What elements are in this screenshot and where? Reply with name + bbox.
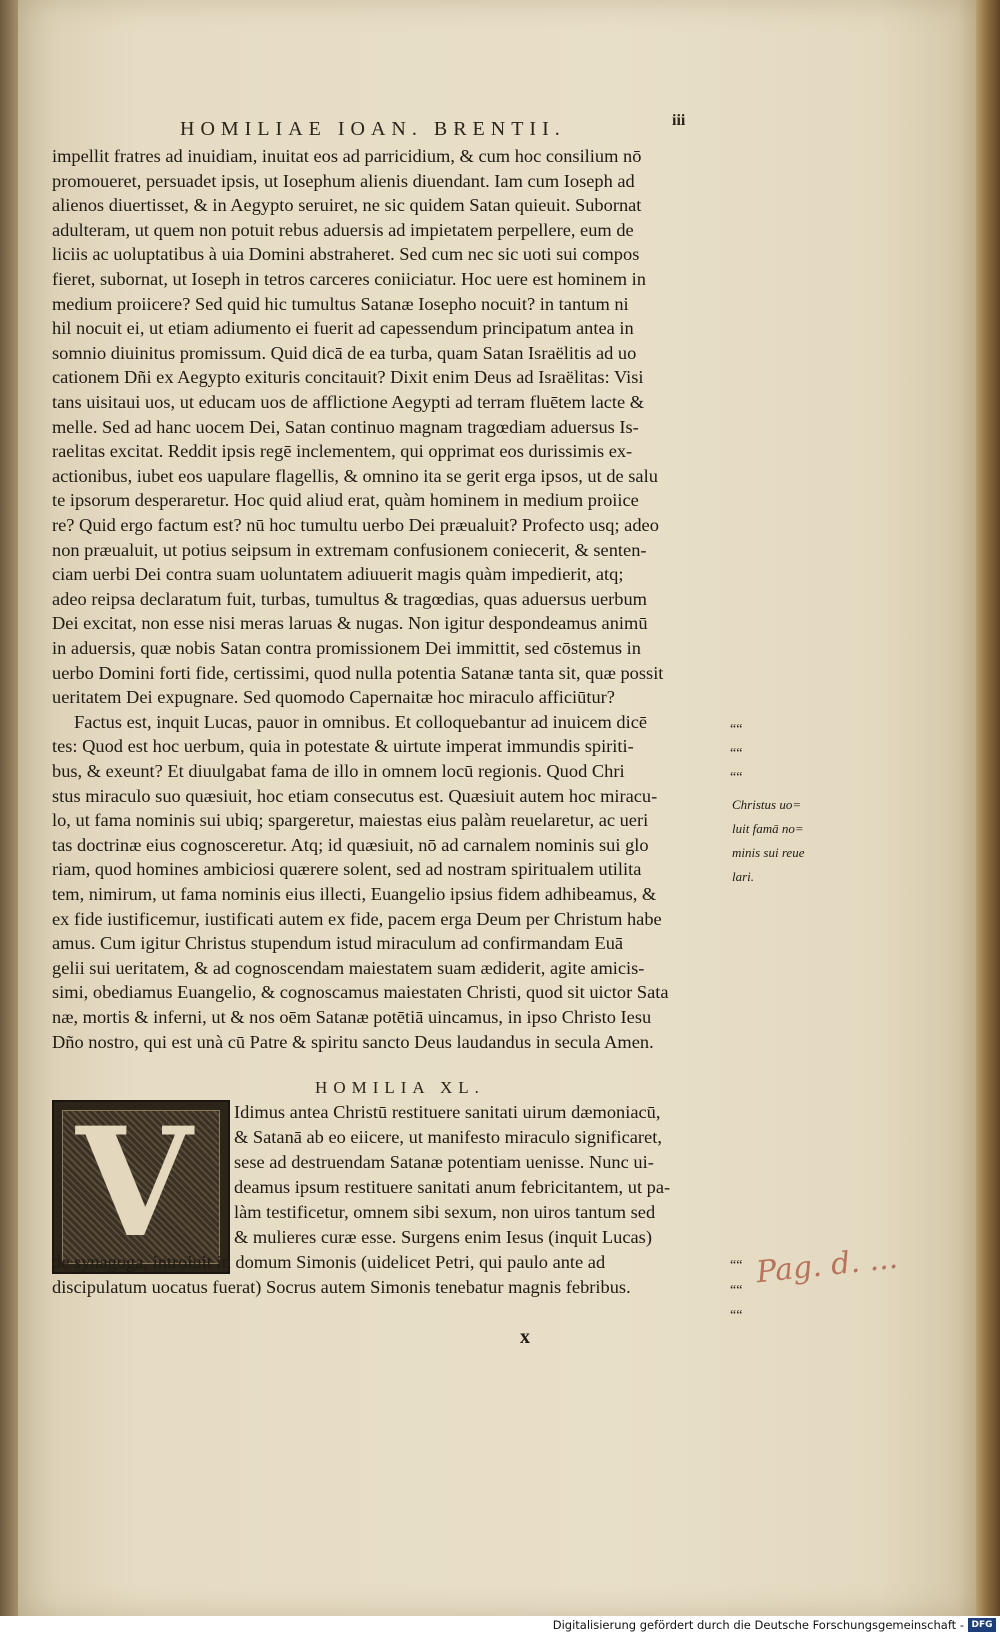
text-line: tas doctrinæ eius cognosceretur. Atq; id quæsiuit, nō ad carnalem nominis sui glo [52, 834, 649, 855]
homilia-line: discipulatum uocatus fuerat) Socrus autem Simonis tenebatur magnis febribus. [52, 1277, 631, 1297]
section-heading: HOMILIA XL. [315, 1078, 485, 1097]
text-line: tem, nimirum, ut fama nominis eius illecti, Euangelio ipsius fidem adhibeamus, & [52, 884, 657, 904]
text-line: tans uisitaui uos, ut educam uos de afflictione Aegypti ad terram fluētem lacte & [52, 392, 645, 412]
text-line: promoueret, persuadet ipsis, ut Iosephum alienis diuendant. Iam cum Ioseph ad [52, 170, 635, 191]
homilia-line: làm testificetur, omnem sibi sexum, non uiros tantum sed [234, 1202, 656, 1222]
margin-note-line: Christus uo= [732, 797, 802, 812]
quote-mark: ““ [730, 722, 743, 737]
running-head: HOMILIAE IOAN. BRENTII. [180, 118, 566, 140]
text-line: actionibus, iubet eos uapulare flagellis, & omnino ita se gerit erga ipsos, ut de salu [52, 465, 658, 486]
homilia-line: sese ad destruendam Satanæ potentiam uenisse. Nunc ui- [234, 1152, 654, 1172]
text-line: amus. Cum igitur Christus stupendum istud miraculum ad confirmandam Euā [52, 933, 624, 954]
text-line: te ipsorum desperaretur. Hoc quid aliud erat, quàm hominem in medium proiice [52, 490, 639, 511]
text-line: non præualuit, ut potius seipsum in extremam confusionem coniecerit, & senten- [52, 539, 647, 560]
text-line: næ, mortis & inferni, ut & nos oēm Satanæ potētiā uincamus, in ipso Christo Iesu [52, 1007, 652, 1027]
quote-mark: ““ [730, 746, 743, 761]
text-line: somnio diuinitus promissum. Quid dicā de ea turba, quam Satan Israëlitis ad uo [52, 342, 637, 363]
homilia-line: & mulieres curæ esse. Surgens enim Iesus (inquit Lucas) [234, 1227, 652, 1247]
footer-text: Digitalisierung gefördert durch die Deutsche Forschungsgemeinschaft - [552, 1618, 964, 1632]
text-line: adulteram, ut quem non potuit rebus aduersis ad impietatem perpellere, eum de [52, 219, 634, 240]
text-line: liciis ac uoluptatibus à uia Domini abstraheret. Sed cum nec sic uoti sui compos [52, 244, 640, 265]
text-line: Dei excitat, non esse nisi meras laruas & nugas. Non igitur despondeamus animū [52, 613, 648, 634]
quote-mark: ““ [730, 1308, 743, 1323]
footer-bar [0, 1616, 1000, 1635]
dfg-logo: DFG [968, 1618, 996, 1632]
homilia-line: deamus ipsum restituere sanitati anum febricitantem, ut pa- [234, 1177, 671, 1197]
text-line: bus, & exeunt? Et diuulgabat fama de illo in omnem locū regionis. Quod Chri [52, 761, 625, 781]
text-line: Dño nostro, qui est unà cū Patre & spiritu sancto Deus laudandus in secula Amen. [52, 1031, 654, 1052]
text-line: raelitas excitat. Reddit ipsis regē inclementem, qui opprimat eos durissimis ex- [52, 441, 633, 462]
text-line: gelii sui ueritatem, & ad cognoscendam maiestatem suam ædiderit, agite amicis- [52, 957, 645, 978]
margin-note-line: lari. [732, 869, 755, 884]
text-line: uerbo Domini forti fide, certissimi, quod nulla potentia Satanæ tanta sit, quæ possit [52, 662, 664, 683]
homilia-line: de synagoga, introiuit in domum Simonis (uidelicet Petri, qui paulo ante ad [52, 1252, 606, 1272]
handwritten-note: Pag. d. ... [754, 1240, 900, 1291]
text-line: fieret, subornat, ut Ioseph in tetros carceres coniiciatur. Hoc uere est hominem in [52, 269, 646, 289]
text-line: in aduersis, quæ nobis Satan contra promissionem Dei immittit, sed cōstemus in [52, 638, 641, 658]
book-gutter [0, 0, 18, 1616]
text-line: stus miraculo suo quæsiuit, hoc etiam consecutus est. Quæsiuit autem hoc miracu- [52, 785, 658, 806]
initial-letter: V [76, 1095, 193, 1271]
text-line: cationem Dñi ex Aegypto exituris concitauit? Dixit enim Deus ad Israëlitas: Visi [52, 367, 644, 388]
quote-mark: ““ [730, 1258, 743, 1273]
decorated-initial [52, 1095, 230, 1274]
folio-number: iii [672, 112, 686, 129]
text-line: riam, quod homines ambiciosi quærere solent, sed ad nostram spiritualem utilita [52, 859, 642, 880]
text-line: alienos diuertisset, & in Aegypto seruiret, ne sic quidem Satan quieuit. Subornat [52, 195, 642, 216]
text-line: re? Quid ergo factum est? nū hoc tumultu uerbo Dei præualuit? Profecto usq; adeo [52, 515, 659, 535]
text-line: ueritatem Dei expugnare. Sed quomodo Capernaitæ hoc miraculo afficiūtur? [52, 687, 615, 708]
text-line: adeo reipsa declaratum fuit, turbas, tumultus & tragœdias, quas aduersus uerbum [52, 588, 647, 609]
text-line: ex fide iustificemur, iustificati autem ex fide, pacem erga Deum per Christum habe [52, 908, 662, 929]
text-line: medium proiicere? Sed quid hic tumultus Satanæ Iosepho nocuit? in tantum ni [52, 293, 629, 314]
margin-note-line: luit famā no= [732, 821, 804, 836]
text-line: lo, ut fama nominis sui ubiq; spargeretur, maiestas eius palàm reuelaretur, ac ueri [52, 810, 649, 831]
quote-mark: ““ [730, 1283, 743, 1298]
text-line: tes: Quod est hoc uerbum, quia in potestate & uirtute imperat immundis spiriti- [52, 736, 634, 757]
text-line: melle. Sed ad hanc uocem Dei, Satan continuo magnam tragœdiam aduersus Is- [52, 416, 639, 437]
catchword: x [520, 1326, 530, 1348]
quote-mark: ““ [730, 770, 743, 785]
homilia-line: & Satanā ab eo eiicere, ut manifesto miraculo significaret, [234, 1127, 662, 1147]
margin-note-line: minis sui reue [732, 845, 805, 860]
text-line: Factus est, inquit Lucas, pauor in omnibus. Et colloquebantur ad inuicem dicē [74, 711, 648, 732]
text-line: simi, obediamus Euangelio, & cognoscamus maiestaten Christi, quod sit uictor Sata [52, 982, 669, 1003]
book-edge [976, 0, 1000, 1616]
text-line: impellit fratres ad inuidiam, inuitat eos ad parricidium, & cum hoc consilium nō [52, 146, 642, 166]
text-line: ciam uerbi Dei contra suam uoluntatem adiuuerit magis quàm impedierit, atq; [52, 564, 624, 585]
homilia-line: Idimus antea Christū restituere sanitati uirum dæmoniacū, [234, 1102, 661, 1122]
text-line: hil nocuit ei, ut etiam adiumento ei fuerit ad capessendum principatum antea in [52, 318, 634, 339]
